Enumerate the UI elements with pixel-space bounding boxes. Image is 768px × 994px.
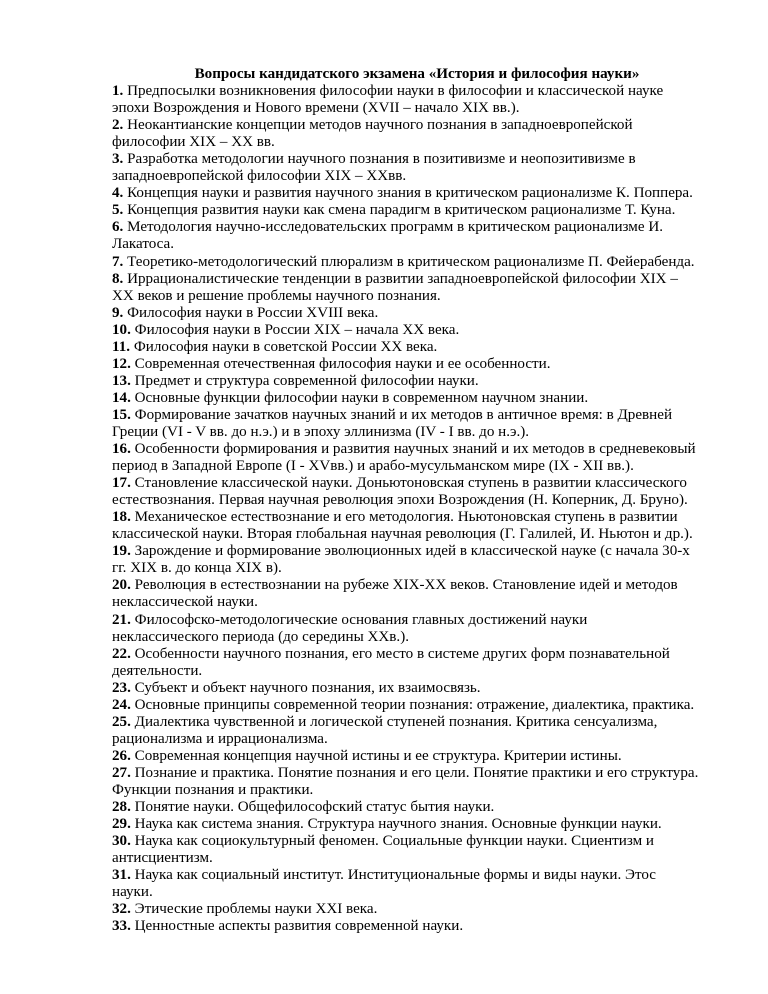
question-text-line: эпохи Возрождения и Нового времени (XVII – начало XIX вв.). <box>112 100 520 117</box>
question-item <box>112 407 722 441</box>
question-text-line: Становление классической науки. Доньютоновская ступень в развитии классического <box>134 475 687 492</box>
question-item <box>112 833 722 867</box>
question-number: 31. <box>112 867 131 884</box>
question-text-line: Понятие науки. Общефилософский статус бытия науки. <box>134 799 495 816</box>
question-text-line: гг. XIX в. до конца XIX в). <box>112 560 282 577</box>
question-text-line: период в Западной Европе (I - XVвв.) и арабо-мусульманском мире (IX - XII вв.). <box>112 458 634 475</box>
question-number: 21. <box>112 611 131 628</box>
question-number: 6. <box>112 219 124 236</box>
question-number: 24. <box>112 696 131 713</box>
question-text-line: Концепция развития науки как смена парадигм в критическом рационализме Т. Куна. <box>127 202 676 219</box>
question-number: 33. <box>112 918 131 935</box>
question-number: 30. <box>112 833 131 850</box>
question-item <box>112 816 722 833</box>
question-item <box>112 765 722 799</box>
question-text-line: Методология научно-исследовательских программ в критическом рационализме И. <box>127 219 663 236</box>
question-number: 11. <box>112 338 131 355</box>
question-number: 23. <box>112 679 131 696</box>
question-text-line: Лакатоса. <box>112 236 175 253</box>
question-text-line: Ценностные аспекты развития современной науки. <box>134 918 464 935</box>
question-number: 4. <box>112 185 124 202</box>
question-number: 22. <box>112 645 131 662</box>
question-item <box>112 799 722 816</box>
question-item <box>112 373 722 390</box>
question-number: 7. <box>112 253 124 270</box>
question-text-line: Зарождение и формирование эволюционных идей в классической науке (с начала 30-х <box>134 543 690 560</box>
question-item <box>112 901 722 918</box>
question-text-line: Философско-методологические основания главных достижений науки <box>134 611 588 628</box>
question-number: 2. <box>112 117 124 134</box>
question-item <box>112 390 722 407</box>
question-item <box>112 83 722 117</box>
question-item <box>112 356 722 373</box>
question-text-line: Основные функции философии науки в современном научном знании. <box>134 389 589 406</box>
question-number: 9. <box>112 304 124 321</box>
question-text-line: Особенности формирования и развития научных знаний и их методов в средневековый <box>134 441 696 458</box>
question-item <box>112 748 722 765</box>
question-text-line: философии XIX – XX вв. <box>112 134 275 151</box>
question-number: 20. <box>112 577 131 594</box>
question-number: 15. <box>112 406 131 423</box>
question-text-line: неклассического периода (до середины XXв.). <box>112 628 410 645</box>
question-number: 17. <box>112 475 131 492</box>
question-item <box>112 867 722 901</box>
question-text-line: деятельности. <box>112 662 203 679</box>
question-text-line: Современная концепция научной истины и ее структура. Критерии истины. <box>134 747 622 764</box>
question-text-line: Наука как социальный институт. Институциональные формы и виды науки. Этос <box>134 867 656 884</box>
question-text-line: Философия науки в России XIX – начала XX века. <box>134 321 460 338</box>
question-text-line: Основные принципы современной теории познания: отражение, диалектика, практика. <box>134 696 695 713</box>
question-item <box>112 271 722 305</box>
question-item <box>112 441 722 475</box>
question-item <box>112 151 722 185</box>
question-item <box>112 202 722 219</box>
question-item <box>112 680 722 697</box>
question-number: 25. <box>112 713 131 730</box>
question-text-line: Философия науки в России XVIII века. <box>127 304 379 321</box>
question-text-line: Концепция науки и развития научного знания в критическом рационализме К. Поппера. <box>127 185 693 202</box>
question-item <box>112 543 722 577</box>
question-number: 19. <box>112 543 131 560</box>
question-text-line: Особенности научного познания, его место в системе других форм познавательной <box>134 645 670 662</box>
question-text-line: Иррационалистические тенденции в развитии западноевропейской философии XIX – <box>127 270 678 287</box>
question-text-line: Диалектика чувственной и логической ступеней познания. Критика сенсуализма, <box>134 713 658 730</box>
question-text-line: естествознания. Первая научная революция эпохи Возрождения (Н. Коперник, Д. Бруно). <box>112 492 688 509</box>
question-item <box>112 509 722 543</box>
question-number: 13. <box>112 372 131 389</box>
question-item <box>112 714 722 748</box>
question-text-line: неклассической науки. <box>112 594 258 611</box>
question-item <box>112 475 722 509</box>
question-number: 8. <box>112 270 124 287</box>
document-page <box>112 66 722 935</box>
question-item <box>112 305 722 322</box>
question-text-line: Предмет и структура современной философии науки. <box>134 372 479 389</box>
question-number: 18. <box>112 509 131 526</box>
question-text-line: науки. <box>112 884 153 901</box>
question-number: 28. <box>112 799 131 816</box>
question-number: 10. <box>112 321 131 338</box>
question-number: 14. <box>112 389 131 406</box>
question-text-line: Субъект и объект научного познания, их взаимосвязь. <box>134 679 481 696</box>
question-text-line: классической науки. Вторая глобальная научная революция (Г. Галилей, И. Ньютон и др.). <box>112 526 693 543</box>
question-item <box>112 577 722 611</box>
question-item <box>112 322 722 339</box>
question-text-line: Революция в естествознании на рубеже XIX-XX веков. Становление идей и методов <box>134 577 678 594</box>
question-number: 29. <box>112 816 131 833</box>
question-text-line: Предпосылки возникновения философии науки в философии и классической науке <box>127 83 664 100</box>
question-text-line: XX веков и решение проблемы научного познания. <box>112 287 441 304</box>
question-text-line: Наука как социокультурный феномен. Социальные функции науки. Сциентизм и <box>134 833 654 850</box>
question-item <box>112 254 722 271</box>
question-number: 1. <box>112 83 124 100</box>
question-item <box>112 918 722 935</box>
question-text-line: Неокантианские концепции методов научного познания в западноевропейской <box>127 117 633 134</box>
document-title: Вопросы кандидатского экзамена «История и философия науки» <box>194 66 640 82</box>
question-item <box>112 646 722 680</box>
question-item <box>112 339 722 356</box>
question-text-line: Формирование зачатков научных знаний и их методов в античное время: в Древней <box>134 406 673 423</box>
question-item <box>112 185 722 202</box>
question-number: 3. <box>112 151 124 168</box>
question-text-line: Этические проблемы науки XXI века. <box>134 901 378 918</box>
question-number: 27. <box>112 764 131 781</box>
question-text-line: Механическое естествознание и его методология. Ньютоновская ступень в развитии <box>134 509 678 526</box>
question-text-line: Наука как система знания. Структура научного знания. Основные функции науки. <box>134 816 662 833</box>
question-item <box>112 612 722 646</box>
question-text-line: западноевропейской философии XIX – XXвв. <box>112 168 407 185</box>
question-text-line: Современная отечественная философия науки и ее особенности. <box>134 355 551 372</box>
question-text-line: Теоретико-методологический плюрализм в критическом рационализме П. Фейерабенда. <box>127 253 695 270</box>
question-text-line: Греции (VI - V вв. до н.э.) и в эпоху эллинизма (IV - I вв. до н.э.). <box>112 423 530 440</box>
question-item <box>112 219 722 253</box>
question-text-line: Разработка методологии научного познания в позитивизме и неопозитивизме в <box>127 151 636 168</box>
question-number: 26. <box>112 747 131 764</box>
question-number: 5. <box>112 202 124 219</box>
question-number: 32. <box>112 901 131 918</box>
question-number: 12. <box>112 355 131 372</box>
question-text-line: рационализма и иррационализма. <box>112 730 328 747</box>
question-text-line: антисциентизм. <box>112 850 213 867</box>
question-text-line: Познание и практика. Понятие познания и его цели. Понятие практики и его структура. <box>134 764 699 781</box>
question-number: 16. <box>112 441 131 458</box>
question-item <box>112 697 722 714</box>
question-text-line: Функции познания и практики. <box>112 781 314 798</box>
question-item <box>112 117 722 151</box>
question-list <box>112 83 722 935</box>
question-text-line: Философия науки в советской России XX века. <box>133 338 438 355</box>
